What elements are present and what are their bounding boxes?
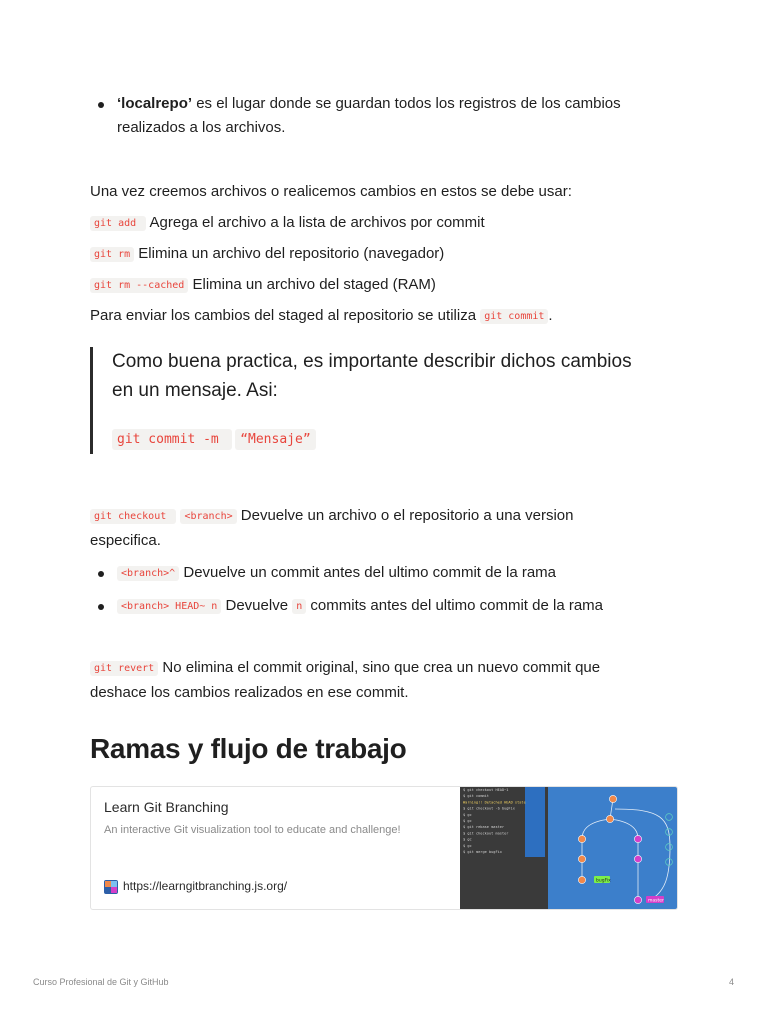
terminal-line: $ gc [463,819,472,823]
link-preview-card[interactable] [90,786,678,910]
checkout-paragraph: git checkout <branch> Devuelve un archivo o el repositorio a una version especifica. [90,507,574,549]
inline-code: git rm --cached [90,278,188,293]
command-line-git-rm: git rm Elimina un archivo del repositorio (navegador) [90,242,444,267]
inline-code: <branch>^ [117,566,179,581]
terminal-line: $ gc [463,837,472,842]
commit-node [578,876,585,883]
branch-caret-item: <branch>^ Devuelve un commit antes del ultimo commit de la rama [117,561,556,586]
terminal-line: $ gc [463,812,472,817]
terminal-line: $ git commit [463,794,489,799]
card-thumbnail [460,787,678,910]
card-title: Learn Git Branching [104,799,229,815]
master-label: master [648,898,664,904]
inline-code: <branch> HEAD~ n [117,599,221,614]
section-heading: Ramas y flujo de trabajo [90,733,407,764]
blockquote-bar [90,347,93,454]
card-description: An interactive Git visualization tool to educate and challenge! [104,824,401,836]
branch-head-item: <branch> HEAD~ n Devuelve n commits antes del ultimo commit de la rama [117,594,603,619]
blockquote-code [112,431,316,447]
terminal-line: $ gc [463,843,472,848]
inline-code: n [292,599,306,614]
terminal-line: $ git checkout HEAD~1 [463,788,509,792]
list-bullet [98,604,104,610]
terminal-line: $ git checkout -b bugFix [463,806,515,811]
thumbnail-graph [548,787,678,910]
localrepo-bullet-text: ‘localrepo’ es el lugar donde se guardan todos los registros de los cambios realizados a los archivos. [117,95,621,136]
commit-node [578,835,585,842]
command-line-git-rm-cached: git rm --cached Elimina un archivo del staged (RAM) [90,273,436,298]
commit-node [634,855,641,862]
commit-node [609,795,616,802]
commit-node [606,815,613,822]
commit-paragraph: Para enviar los cambios del staged al repositorio se utiliza git commit . [90,307,553,324]
list-bullet [98,571,104,577]
terminal-line: Warning!! Detached HEAD state [463,800,526,805]
inline-code: git rm [90,247,134,262]
inline-code: git revert [90,661,158,676]
terminal-line: $ git merge bugFix [463,850,502,854]
inline-code: <branch> [180,509,236,524]
inline-code: git checkout [90,509,176,524]
card-url-link[interactable]: https://learngitbranching.js.org/ [123,879,288,893]
inline-code: git add [90,216,146,231]
intro-paragraph: Una vez creemos archivos o realicemos cambios en estos se debe usar: [90,183,572,200]
commit-node [634,835,641,842]
blockquote-text: Como buena practica, es importante describir dichos cambios en un mensaje. Asi: [112,351,632,401]
learngitbranching-favicon-icon [104,880,118,894]
inline-code: git commit -m [112,429,232,450]
list-bullet [98,102,104,108]
localrepo-term: ‘localrepo’ [117,95,193,112]
commit-node [578,855,585,862]
terminal-line: $ git rebase master [463,825,505,830]
revert-paragraph: git revert No elimina el commit original, sino que crea un nuevo commit que deshace los cambios realizados en ese commit. [90,659,601,701]
footer-course-title: Curso Profesional de Git y GitHub [33,977,169,987]
inline-code: “Mensaje” [235,429,315,450]
bugfix-label: bugFix [596,878,611,884]
command-line-git-add: git add Agrega el archivo a la lista de archivos por commit [90,211,485,236]
terminal-line: $ git checkout master [463,831,509,836]
footer-page-number: 4 [728,977,734,987]
commit-node [634,896,641,903]
inline-code: git commit [480,309,548,324]
